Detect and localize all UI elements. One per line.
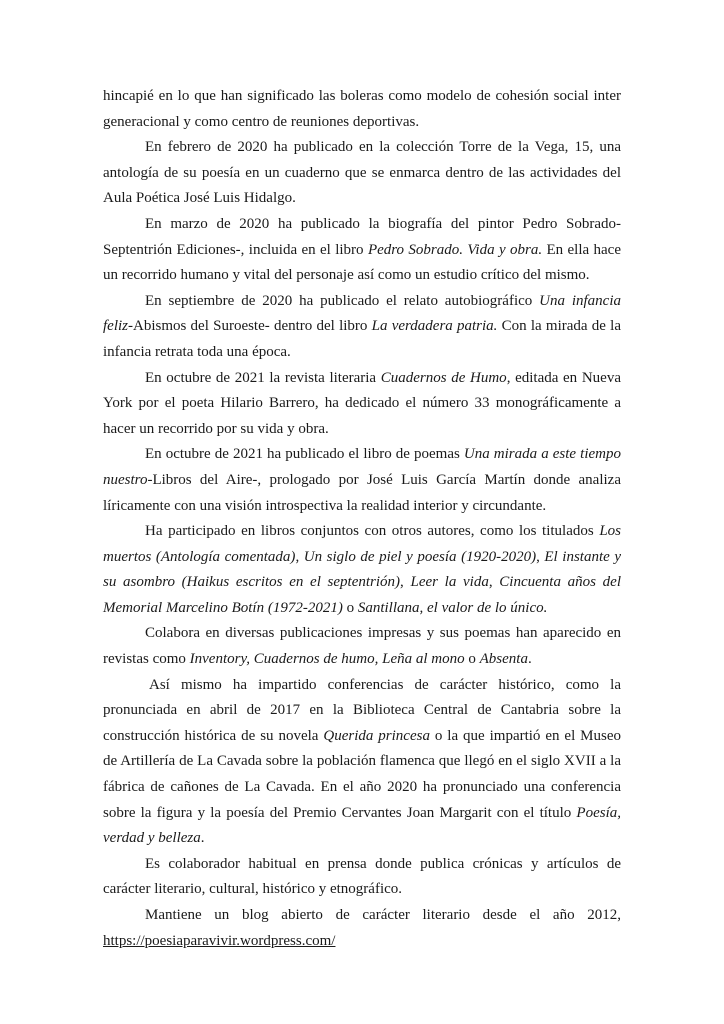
paragraph-infancia-feliz — [103, 289, 621, 366]
italic-title: Una infancia feliz — [103, 292, 621, 335]
paragraph-cuadernos-de-humo — [103, 366, 621, 443]
text-run: , — [400, 574, 411, 591]
italic-title: Leer la vida — [410, 574, 489, 591]
document-body — [103, 84, 621, 954]
italic-title: Poesía, verdad y belleza — [103, 804, 621, 847]
italic-title: Cincuenta años del Memorial Marcelino Botín (1972-2021) — [103, 574, 621, 616]
paragraph-pedro-sobrado — [103, 212, 621, 289]
paragraph-libros-conjuntos — [103, 519, 621, 621]
italic-title: La verdadera patria. — [371, 318, 498, 335]
text-run: -Libros del Aire-, prologado por José Luis García Martín donde analiza líricamente con una visión introspectiva la realidad interior y circundante. — [103, 471, 621, 514]
text-run: , editada en Nueva York por el poeta Hilario Barrero, ha dedicado el número 33 monográficamente a hacer un recorrido por su vida y obra. — [103, 369, 621, 437]
text-run: Ha participado en libros conjuntos con otros autores, como los titulados — [145, 523, 600, 540]
text-run: Así mismo ha impartido conferencias de carácter histórico, como la pronunciada en abril de 2017 en la Biblioteca Central de Cantabria sobre la construcción histórica de su novela — [103, 676, 621, 744]
paragraph-una-mirada — [103, 442, 621, 519]
paragraph-blog — [103, 903, 621, 954]
paragraph-prensa — [103, 852, 621, 903]
text-run: , — [488, 574, 500, 591]
text-run: o — [342, 599, 358, 616]
text-run: En septiembre de 2020 ha publicado el relato autobiográfico — [145, 292, 540, 309]
text-run: o la que impartió en el Museo de Artillería de La Cavada sobre la población flamenca que llegó en el siglo XVII a la fábrica de cañones de La Cavada. En el año 2020 ha pronunciado una conferencia sobre la figura y la poesía del Premio Cervantes Joan Margarit con el título — [103, 727, 622, 821]
text-run: -Abismos del Suroeste- dentro del libro — [128, 318, 372, 335]
italic-title: El instante y su asombro (Haikus escritos en el septentrión) — [103, 548, 621, 591]
text-run: , — [295, 548, 304, 565]
italic-title: Los muertos (Antología comentada) — [103, 523, 621, 565]
text-run: En marzo de 2020 ha publicado la biografía del pintor Pedro Sobrado-Septentrión Ediciones-, incluida en el libro — [103, 215, 621, 258]
paragraph-conferencias — [103, 673, 621, 852]
blog-link[interactable]: https://poesiaparavivir.wordpress.com/ — [103, 932, 336, 949]
text-run: Colabora en diversas publicaciones impresas y sus poemas han aparecido en revistas como — [103, 625, 621, 668]
text-run: Mantiene un blog abierto de carácter literario desde el año 2012, — [145, 907, 621, 923]
text-run: . — [200, 830, 205, 847]
text-run: , — [536, 548, 545, 565]
paragraph-continuation — [103, 84, 621, 135]
text-run: En octubre de 2021 ha publicado el libro de poemas — [145, 446, 464, 463]
italic-title: Inventory, Cuadernos de humo, Leña al mono — [189, 651, 465, 668]
italic-title: Cuadernos de Humo — [380, 369, 507, 386]
italic-title: Pedro Sobrado. Vida y obra. — [367, 241, 543, 258]
text-run: hincapié en lo que han significado las boleras como modelo de cohesión social inter generacional y como centro de reuniones deportivas. — [103, 88, 621, 130]
text-run: En octubre de 2021 la revista literaria — [145, 369, 381, 386]
italic-title: Querida princesa — [323, 727, 430, 744]
paragraph-publicaciones — [103, 621, 621, 672]
italic-title: Absenta — [479, 651, 528, 668]
text-run: o — [464, 651, 480, 668]
text-run: En ella hace un recorrido humano y vital del personaje así como un estudio crítico del mismo. — [103, 241, 622, 284]
text-run: En febrero de 2020 ha publicado en la colección Torre de la Vega, 15, una antología de su poesía en un cuaderno que se enmarca dentro de las actividades del Aula Poética José Luis Hidalgo. — [103, 139, 621, 207]
italic-title: Un siglo de piel y poesía (1920-2020) — [303, 548, 537, 565]
italic-title: Santillana, el valor de lo único. — [357, 599, 548, 616]
text-run: Es colaborador habitual en prensa donde publica crónicas y artículos de carácter literario, cultural, histórico y etnográfico. — [103, 855, 621, 898]
italic-title: Una mirada a este tiempo nuestro — [103, 446, 621, 488]
text-run: Con la mirada de la infancia retrata toda una época. — [103, 318, 622, 360]
paragraph-torre-de-la-vega — [103, 135, 621, 212]
text-run: . — [527, 651, 532, 668]
